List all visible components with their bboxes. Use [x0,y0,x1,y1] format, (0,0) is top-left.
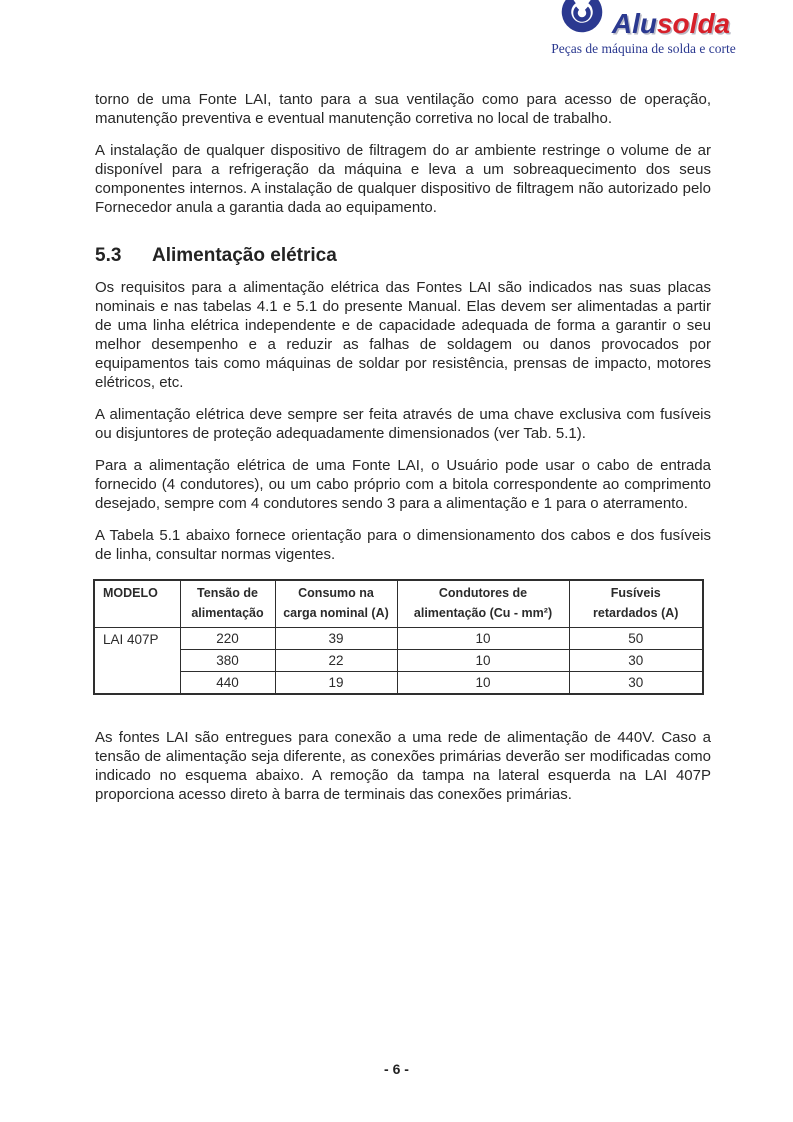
table-row [94,672,703,694]
paragraph-exclusive-switch: A alimentação elétrica deve sempre ser feita através de uma chave exclusiva com fusíveis ou disjuntores de proteção adequadamente dimensionados (ver Tab. 5.1). [95,406,711,442]
paragraph-table-intro: A Tabela 5.1 abaixo fornece orientação para o dimensionamento dos cabos e dos fusíveis de linha, consultar normas vigentes. [95,527,711,563]
cell-fusiveis: 30 [569,672,703,694]
paragraph-ventilation: torno de uma Fonte LAI, tanto para a sua ventilação como para acesso de operação, manutenção preventiva e eventual manutenção corretiva no local de trabalho. [95,91,711,127]
page-number: - 6 - [384,1061,409,1077]
paragraph-connections: As fontes LAI são entregues para conexão a uma rede de alimentação de 440V. Caso a tensão de alimentação seja diferente, as conexões primárias deverão ser modificadas como indicado no esquema abaixo. A remoção da tampa na lateral esquerda na LAI 407P proporciona acesso direto à barra de terminais das conexões primárias. [95,728,711,803]
paragraph-requirements: Os requisitos para a alimentação elétrica das Fontes LAI são indicados nas suas placas nominais e nas tabelas 4.1 e 5.1 do presente Manual. Elas devem ser alimentadas a partir de uma linha elétrica independente e de capacidade adequada de forma a garantir o seu melhor desempenho e a reduzir as falhas de soldagem ou danos provocados por equipamentos tais como máquinas de soldar por resistência, prensas de impacto, motores elétricos, etc. [95,279,711,391]
header-fusiveis: Fusíveis retardados (A) [569,580,703,628]
paragraph-input-cable: Para a alimentação elétrica de uma Fonte LAI, o Usuário pode usar o cabo de entrada fornecido (4 condutores), ou um cabo próprio com a bitola correspondente ao comprimento desejado, sempre com 4 condutores sendo 3 para a alimentação e 1 para o aterramento. [95,457,711,512]
section-heading [95,245,711,267]
power-spec-table [93,579,704,695]
cell-condutores: 10 [397,650,569,672]
header-condutores: Condutores de alimentação (Cu - mm²) [397,580,569,628]
table-row [94,650,703,672]
cell-consumo: 39 [275,628,397,650]
table-header-row [94,580,703,628]
section-number: 5.3 [95,245,122,266]
header-modelo: MODELO [94,580,180,628]
brand-name-alu: Alu [611,8,657,39]
header-consumo: Consumo na carga nominal (A) [275,580,397,628]
header-tensao: Tensão de alimentação [180,580,275,628]
brand-name-solda: solda [656,8,731,39]
cell-tensao: 440 [180,672,275,694]
cell-consumo: 19 [275,672,397,694]
cell-consumo: 22 [275,650,397,672]
table-row [94,628,703,650]
brand-tagline: Peças de máquina de solda e corte [551,41,736,56]
cell-fusiveis: 50 [569,628,703,650]
paragraph-filter-warning: A instalação de qualquer dispositivo de filtragem do ar ambiente restringe o volume de ar disponível para a refrigeração da máquina e leva a um sobreaquecimento dos seus componentes internos. A instalação de qualquer dispositivo de filtragem não autorizado pelo Fornecedor anula a garantia dada ao equipamento. [95,142,711,216]
cell-condutores: 10 [397,672,569,694]
cell-tensao: 380 [180,650,275,672]
cell-fusiveis: 30 [569,650,703,672]
section-title: Alimentação elétrica [152,245,337,266]
cell-tensao: 220 [180,628,275,650]
cell-condutores: 10 [397,628,569,650]
cell-model: LAI 407P [94,628,180,694]
page-content [95,0,711,817]
